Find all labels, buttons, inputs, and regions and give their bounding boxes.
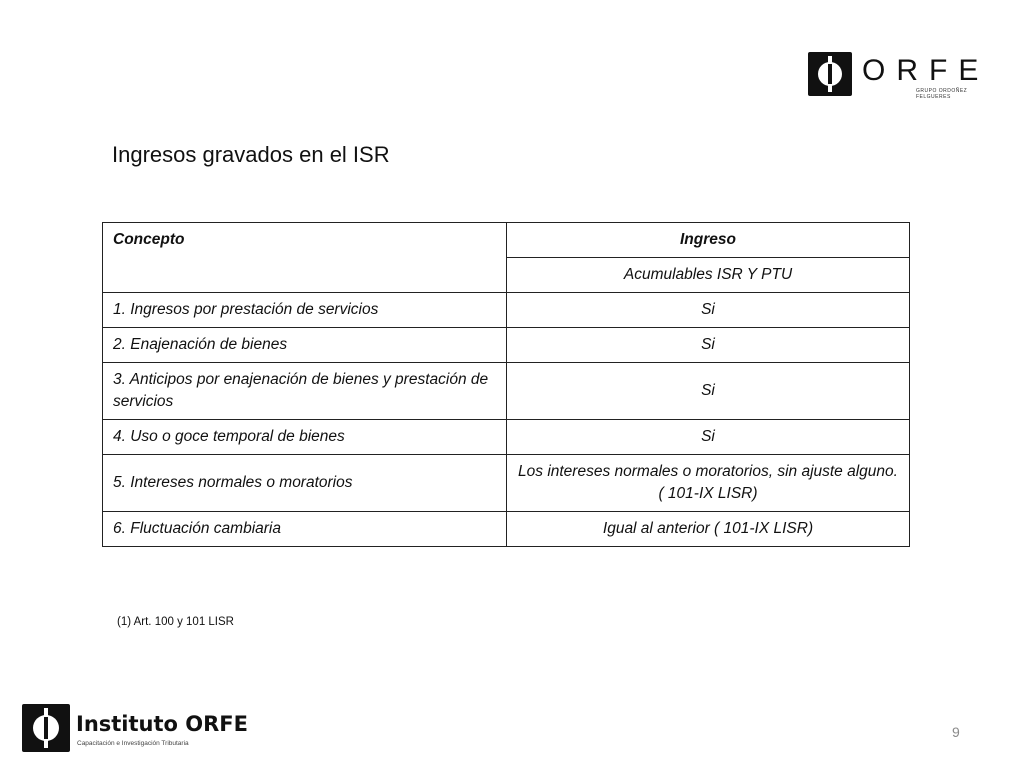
header-logo-tagline: GRUPO ORDOÑEZ FELGUERES [916, 88, 968, 100]
cell-ingreso: Si [507, 293, 910, 328]
cell-ingreso: Igual al anterior ( 101-IX LISR) [507, 512, 910, 547]
cell-ingreso: Si [507, 420, 910, 455]
cell-concepto: 1. Ingresos por prestación de servicios [103, 293, 507, 328]
column-subheader-acumulables: Acumulables ISR Y PTU [507, 258, 910, 293]
footer-logo [22, 704, 272, 752]
table-header-row [103, 223, 910, 258]
cell-ingreso: Si [507, 363, 910, 420]
cell-ingreso: Los intereses normales o moratorios, sin ajuste alguno. ( 101-IX LISR) [507, 455, 910, 512]
header-logo [808, 52, 990, 100]
page-title: Ingresos gravados en el ISR [112, 142, 390, 167]
table-row [103, 512, 910, 547]
cell-concepto: 2. Enajenación de bienes [103, 328, 507, 363]
orfe-logo-icon [808, 52, 852, 96]
header-logo-brand: ORFE [862, 54, 990, 87]
cell-concepto: 4. Uso o goce temporal de bienes [103, 420, 507, 455]
footer-logo-tagline: Capacitación e Investigación Tributaria [77, 740, 189, 747]
table-row [103, 328, 910, 363]
cell-concepto: 5. Intereses normales o moratorios [103, 455, 507, 512]
cell-concepto: 6. Fluctuación cambiaria [103, 512, 507, 547]
cell-concepto: 3. Anticipos por enajenación de bienes y prestación de servicios [103, 363, 507, 420]
table-row [103, 420, 910, 455]
page-number: 9 [952, 724, 960, 740]
footnote: (1) Art. 100 y 101 LISR [117, 616, 234, 628]
footer-logo-brand: Instituto ORFE [76, 712, 248, 736]
column-header-ingreso: Ingreso [507, 223, 910, 258]
table-row [103, 363, 910, 420]
cell-ingreso: Si [507, 328, 910, 363]
table-row [103, 455, 910, 512]
column-header-concepto: Concepto [103, 223, 507, 293]
table-row [103, 293, 910, 328]
income-table [102, 222, 910, 547]
instituto-orfe-logo-icon [22, 704, 70, 752]
